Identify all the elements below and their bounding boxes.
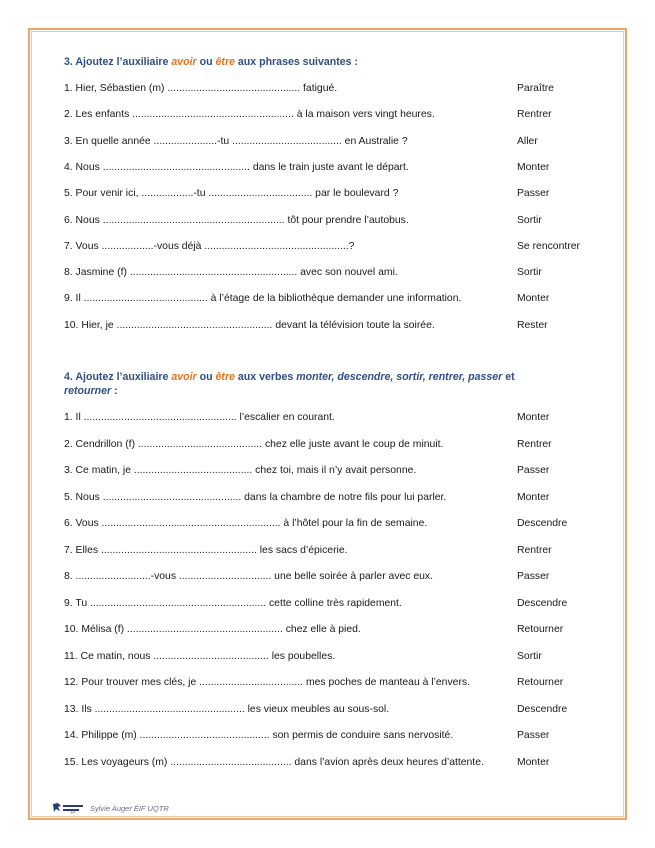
exercise-row xyxy=(64,756,604,770)
exercise-verb: Passer xyxy=(517,571,550,582)
exercise-sentence: 3. Ce matin, je ......................................... chez toi, mais il n’y avait personne. xyxy=(64,465,417,476)
exercise-verb: Passer xyxy=(517,730,550,741)
exercise-sentence: 2. Les enfants ........................................................ à la maison vers vingt heures. xyxy=(64,109,435,121)
exercise-verb: Descendre xyxy=(517,703,568,715)
keyword-avoir: avoir xyxy=(171,56,197,68)
exercise-verb: Monter xyxy=(517,412,550,423)
exercise-row xyxy=(64,438,604,452)
exercise-row xyxy=(64,292,604,306)
exercise-row xyxy=(64,319,604,333)
exercise-sentence: 10. Hier, je ...................................................... devant la télévision toute la soirée. xyxy=(64,319,435,331)
exercise-verb: Paraître xyxy=(517,83,554,94)
exercise-sentence: 8. Jasmine (f) .......................................................... avec son nouvel ami. xyxy=(64,267,398,279)
section-3-title-mid: ou xyxy=(196,56,216,68)
exercise-row xyxy=(64,266,604,280)
section-4-title-pre: 4. Ajoutez l’auxiliaire xyxy=(64,371,172,383)
section-3-title-post: aux phrases suivantes : xyxy=(234,56,359,68)
exercise-row xyxy=(64,597,604,611)
exercise-sentence: 6. Nous ............................................................... tôt pour prendre l’autobus. xyxy=(64,214,409,226)
exercise-verb: Retourner xyxy=(517,624,564,635)
footer xyxy=(52,801,169,815)
exercise-sentence: 14. Philippe (m) ............................................. son permis de conduire sans nervosité. xyxy=(64,730,454,741)
exercise-row xyxy=(64,187,604,201)
exercise-verb: Rentrer xyxy=(517,438,552,450)
exercise-sentence: 11. Ce matin, nous ........................................ les poubelles. xyxy=(64,650,336,662)
exercise-sentence: 9. Il ........................................... à l’étage de la bibliothèque demander une information. xyxy=(64,293,462,305)
section-4-title-post: aux verbes xyxy=(234,371,297,383)
exercise-sentence: 10. Mélisa (f) ...................................................... chez elle à pied. xyxy=(64,624,361,635)
exercise-verb: Monter xyxy=(517,161,550,173)
section-4-verbs-list: monter, descendre, sortir, rentrer, passer xyxy=(296,371,503,383)
section-4-title-line2 xyxy=(64,384,118,398)
exercise-row xyxy=(64,214,604,228)
exercise-row xyxy=(64,517,604,531)
exercise-row xyxy=(64,570,604,584)
exercise-row xyxy=(64,544,604,558)
uqtr-logo-icon xyxy=(52,802,84,814)
exercise-verb: Passer xyxy=(517,188,550,200)
exercise-verb: Se rencontrer xyxy=(517,240,580,252)
svg-text:ÉIF: ÉIF xyxy=(70,810,76,814)
exercise-verb: Sortir xyxy=(517,650,542,662)
exercise-sentence: 15. Les voyageurs (m) .......................................... dans l’avion après deux heures d’attente. xyxy=(64,756,484,768)
exercise-row xyxy=(64,623,604,637)
exercise-row xyxy=(64,729,604,743)
keyword-avoir: avoir xyxy=(171,371,197,383)
exercise-verb: Sortir xyxy=(517,214,542,226)
exercise-sentence: 8. ..........................-vous ................................ une belle soirée à parler avec eux. xyxy=(64,571,434,582)
exercise-sentence: 12. Pour trouver mes clés, je .................................... mes poches de manteau à l’envers. xyxy=(64,677,470,688)
exercise-verb: Monter xyxy=(517,491,550,503)
exercise-sentence: 4. Nous ................................................... dans le train juste avant le départ. xyxy=(64,161,409,173)
keyword-etre: être xyxy=(215,56,235,68)
exercise-sentence: 7. Elles ...................................................... les sacs d’épicerie. xyxy=(64,544,348,556)
section-3-title-pre: 3. Ajoutez l’auxiliaire xyxy=(64,56,172,68)
exercise-sentence: 9. Tu ............................................................. cette colline très rapidement. xyxy=(64,597,402,609)
exercise-row xyxy=(64,676,604,690)
section-4-title-mid: ou xyxy=(196,371,216,383)
exercise-verb: Descendre xyxy=(517,597,568,609)
exercise-sentence: 5. Nous ................................................ dans la chambre de notre fils pour lui parler. xyxy=(64,491,447,503)
section-3-title xyxy=(64,55,358,69)
exercise-sentence: 1. Il ..................................................... l’escalier en courant. xyxy=(64,412,335,423)
exercise-sentence: 13. Ils .................................................... les vieux meubles au sous-sol. xyxy=(64,703,390,715)
section-4-title xyxy=(64,370,515,384)
exercise-row xyxy=(64,464,604,478)
exercise-sentence: 5. Pour venir ici, ..................-tu .................................... par le boulevard ? xyxy=(64,188,399,200)
exercise-verb: Monter xyxy=(517,293,550,305)
exercise-row xyxy=(64,411,604,425)
exercise-verb: Descendre xyxy=(517,518,568,529)
exercise-verb: Retourner xyxy=(517,677,564,688)
section-4-title-end: et xyxy=(502,371,515,383)
exercise-row xyxy=(64,703,604,717)
exercise-sentence: 3. En quelle année ......................-tu ...................................... en Australie ? xyxy=(64,135,408,147)
exercise-row xyxy=(64,650,604,664)
footer-author: Sylvie Auger ÉIF UQTR xyxy=(90,803,169,813)
exercise-verb: Rester xyxy=(517,319,548,331)
section-4-verb-retourner: retourner xyxy=(64,385,112,397)
exercise-verb: Rentrer xyxy=(517,109,552,121)
exercise-row xyxy=(64,240,604,254)
exercise-verb: Aller xyxy=(517,135,538,147)
exercise-row xyxy=(64,108,604,122)
exercise-row xyxy=(64,82,604,96)
exercise-row xyxy=(64,135,604,149)
exercise-sentence: 6. Vous .............................................................. à l’hôtel pour la fin de semaine. xyxy=(64,518,428,529)
exercise-sentence: 1. Hier, Sébastien (m) .............................................. fatigué. xyxy=(64,83,338,94)
exercise-row xyxy=(64,491,604,505)
exercise-sentence: 7. Vous ..................-vous déjà ..................................................? xyxy=(64,240,355,252)
exercise-verb: Sortir xyxy=(517,267,542,279)
exercise-verb: Monter xyxy=(517,756,550,768)
section-4-title-colon: : xyxy=(111,385,118,397)
keyword-etre: être xyxy=(215,371,235,383)
exercise-verb: Rentrer xyxy=(517,544,552,556)
exercise-sentence: 2. Cendrillon (f) ........................................... chez elle juste avant le coup de minuit. xyxy=(64,438,444,450)
exercise-verb: Passer xyxy=(517,465,550,476)
exercise-row xyxy=(64,161,604,175)
